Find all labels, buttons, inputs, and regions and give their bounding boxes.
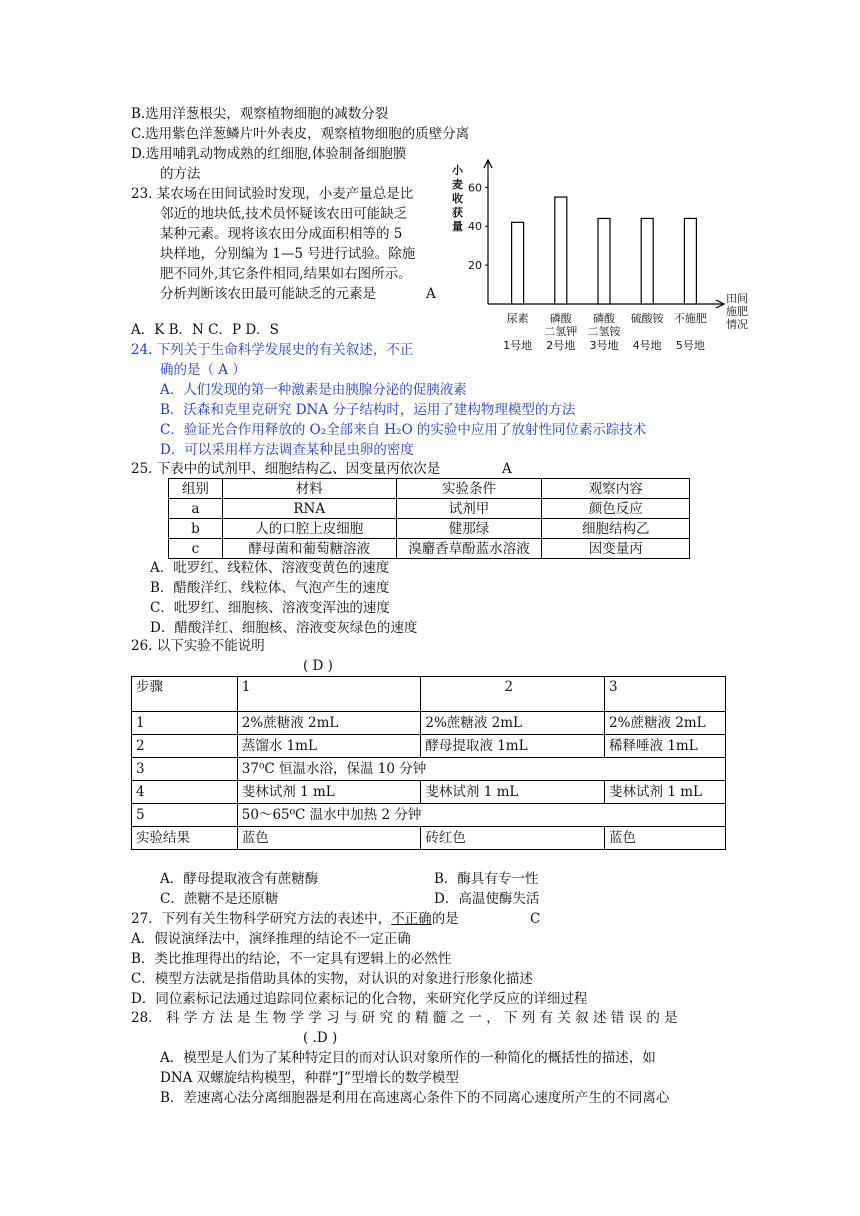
table-cell: 37⁰C 恒温水浴，保温 10 分钟	[237, 758, 725, 781]
table-cell: 细胞结构乙	[542, 519, 690, 539]
q23-options: A．K B．N C．P D．S	[131, 322, 279, 338]
bar	[512, 222, 524, 304]
q26-table	[131, 676, 726, 850]
q23-line-5: 肥不同外,其它条件相同,结果如右图所示。	[160, 266, 412, 282]
x-category-label: 二氢钾	[544, 325, 578, 338]
table-row	[132, 827, 726, 850]
table-cell: 蒸馏水 1mL	[237, 735, 421, 758]
x-category-label: 磷酸	[593, 312, 615, 325]
table-cell: b	[169, 519, 223, 539]
table-row	[169, 539, 690, 559]
q23-answer: A	[426, 286, 436, 302]
table-header-cell: 观察内容	[542, 479, 690, 499]
table-cell: 1	[132, 712, 238, 735]
y-axis-label-char: 收	[452, 192, 463, 205]
q26-option-a: A．酵母提取液含有蔗糖酶	[160, 871, 319, 887]
q26-option-c: C．蔗糖不是还原糖	[160, 891, 279, 907]
q28-stem: 28． 科 学 方 法 是 生 物 学 学 习 与 研 究 的 精 髓 之 一 ， 下 列 有 关 叙 述 错 误 的 是	[131, 1010, 678, 1026]
q27-stem-start: 27．下列有关生物科学研究方法的表述中，	[131, 911, 392, 927]
table-header-cell: 步骤	[132, 677, 238, 712]
q26-option-b: B．酶具有专一性	[434, 871, 539, 887]
q27-answer: C	[530, 911, 541, 927]
q23-line-2: 邻近的地块低,技术员怀疑该农田可能缺乏	[160, 206, 408, 222]
table-cell: 2%蔗糖液 2mL	[421, 712, 605, 735]
table-row	[169, 499, 690, 519]
table-cell: 溴麝香草酚蓝水溶液	[396, 539, 542, 559]
table-header-cell: 2	[421, 677, 605, 712]
table-cell: 斐林试剂 1 mL	[237, 781, 421, 804]
q27-stem-underlined: 不正确	[391, 911, 432, 927]
table-cell: 4	[132, 781, 238, 804]
table-row	[132, 781, 726, 804]
q26-answer: ( D )	[303, 658, 333, 674]
q25-option-d: D．醋酸洋红、细胞核、溶液变灰绿色的速度	[150, 620, 418, 636]
q25-option-a: A．吡罗红、线粒体、溶液变黄色的速度	[150, 560, 390, 576]
q27-option-b: B．类比推理得出的结论，不一定具有逻辑上的必然性	[131, 951, 452, 967]
table-cell: 酵母菌和葡萄糖溶液	[222, 539, 396, 559]
y-axis-label-char: 麦	[452, 178, 463, 191]
q25-option-c: C．吡罗红、细胞核、溶液变浑浊的速度	[150, 600, 390, 616]
table-cell: 2%蔗糖液 2mL	[605, 712, 726, 735]
table-row	[132, 758, 726, 781]
q27-option-c: C．模型方法就是指借助具体的实物，对认识的对象进行形象化描述	[131, 971, 533, 987]
q27-option-a: A．假说演绎法中，演绎推理的结论不一定正确	[131, 931, 411, 947]
table-cell: 斐林试剂 1 mL	[421, 781, 605, 804]
table-cell: 2%蔗糖液 2mL	[237, 712, 421, 735]
table-cell: 因变量丙	[542, 539, 690, 559]
table-cell: c	[169, 539, 223, 559]
q26-stem: 26. 以下实验不能说明	[131, 638, 265, 654]
table-header-row	[132, 677, 726, 712]
y-tick-label: 40	[468, 220, 482, 234]
table-cell: 2	[132, 735, 238, 758]
x-axis-label-line: 施肥	[726, 305, 748, 318]
table-header-cell: 实验条件	[396, 479, 542, 499]
bar	[598, 218, 610, 304]
q28-answer: ( .D )	[303, 1030, 338, 1046]
table-header-cell: 1	[237, 677, 421, 712]
table-cell: 试剂甲	[396, 499, 542, 519]
q28-option-a: A．模型是人们为了某种特定目的而对认识对象所作的一种简化的概括性的描述，如	[160, 1050, 656, 1066]
option-d-line-cont: 的方法	[160, 166, 201, 182]
q24-option-a: A．人们发现的第一种激素是由胰腺分泌的促胰液素	[160, 382, 467, 398]
table-cell: 实验结果	[132, 827, 238, 850]
q28-option-b: B．差速离心法分离细胞器是利用在高速离心条件下的不同离心速度所产生的不同离心	[160, 1090, 670, 1106]
table-header-cell: 材料	[222, 479, 396, 499]
x-plot-label: 3号地	[589, 339, 619, 352]
option-c-line: C.选用紫色洋葱鳞片叶外表皮，观察植物细胞的质壁分离	[131, 126, 470, 142]
q25-option-b: B．醋酸洋红、线粒体、气泡产生的速度	[150, 580, 390, 596]
table-header-row	[169, 479, 690, 499]
table-cell: a	[169, 499, 223, 519]
q25-answer: A	[502, 461, 512, 477]
q23-line-4: 块样地，分别编为 1—5 号进行试验。除施	[160, 246, 416, 262]
q27-option-d: D．同位素标记法通过追踪同位素标记的化合物，来研究化学反应的详细过程	[131, 991, 588, 1007]
x-category-label: 磷酸	[549, 312, 572, 325]
q27-stem	[131, 909, 459, 929]
x-category-label: 不施肥	[673, 312, 707, 325]
x-category-label: 尿素	[506, 312, 529, 325]
x-category-label: 二氢铵	[587, 325, 621, 338]
table-cell: 酵母提取液 1mL	[421, 735, 605, 758]
x-category-label: 硫酸铵	[630, 312, 664, 325]
table-cell: 5	[132, 804, 238, 827]
chart-bars	[512, 197, 697, 304]
q24-option-b: B．沃森和克里克研究 DNA 分子结构时，运用了建构物理模型的方法	[160, 402, 576, 418]
q23-line-6: 分析判断该农田最可能缺乏的元素是	[160, 286, 376, 302]
table-row	[132, 735, 726, 758]
q23-line-1: 23. 某农场在田间试验时发现，小麦产量总是比	[131, 186, 414, 202]
option-d-line: D.选用哺乳动物成熟的红细胞,体验制备细胞膜	[131, 146, 407, 162]
q25-stem: 25. 下表中的试剂甲、细胞结构乙、因变量丙依次是	[131, 461, 441, 477]
table-cell: 颜色反应	[542, 499, 690, 519]
table-cell: 稀释唾液 1mL	[605, 735, 726, 758]
table-cell: 人的口腔上皮细胞	[222, 519, 396, 539]
table-cell: 斐林试剂 1 mL	[605, 781, 726, 804]
bar	[684, 218, 696, 304]
q23-line-3: 某种元素。现将该农田分成面积相等的 5	[160, 226, 403, 242]
table-cell: 健那绿	[396, 519, 542, 539]
bar	[555, 197, 567, 304]
y-axis-label-char: 量	[452, 220, 463, 233]
y-axis-label-char: 小	[452, 164, 463, 177]
table-header-cell: 组别	[169, 479, 223, 499]
table-cell: 3	[132, 758, 238, 781]
table-cell: 蓝色	[237, 827, 421, 850]
table-cell: 蓝色	[605, 827, 726, 850]
table-cell: 砖红色	[421, 827, 605, 850]
x-plot-label: 1号地	[503, 339, 533, 352]
q25-table	[168, 478, 690, 559]
bar	[641, 218, 653, 304]
table-header-cell: 3	[605, 677, 726, 712]
q24-stem-2: 确的是（ A ）	[160, 362, 246, 378]
q24-option-d: D．可以采用样方法调查某种昆虫卵的密度	[160, 442, 414, 458]
table-row	[169, 519, 690, 539]
x-axis-label-line: 田间	[726, 292, 748, 305]
x-plot-label: 4号地	[632, 339, 662, 352]
table-row	[132, 712, 726, 735]
q28-option-a-cont: DNA 双螺旋结构模型，种群“J”型增长的数学模型	[160, 1070, 459, 1086]
y-tick-label: 20	[468, 259, 482, 273]
x-axis-label-line: 情况	[726, 318, 748, 331]
x-plot-label: 2号地	[546, 339, 576, 352]
table-row	[132, 804, 726, 827]
table-cell: 50～65⁰C 温水中加热 2 分钟	[237, 804, 725, 827]
option-b-line: B.选用洋葱根尖，观察植物细胞的减数分裂	[131, 106, 389, 122]
y-tick-label: 60	[468, 181, 482, 195]
q24-stem-1: 24. 下列关于生命科学发展史的有关叙述，不正	[131, 342, 414, 358]
q26-option-d: D．高温使酶失活	[434, 891, 540, 907]
yield-bar-chart	[448, 152, 748, 357]
table-cell: RNA	[222, 499, 396, 519]
q24-option-c: C．验证光合作用释放的 O₂全部来自 H₂O 的实验中应用了放射性同位素示踪技术	[160, 422, 647, 438]
y-axis-label-char: 获	[452, 206, 463, 219]
x-plot-label: 5号地	[675, 339, 705, 352]
q27-stem-end: 的是	[431, 911, 459, 927]
